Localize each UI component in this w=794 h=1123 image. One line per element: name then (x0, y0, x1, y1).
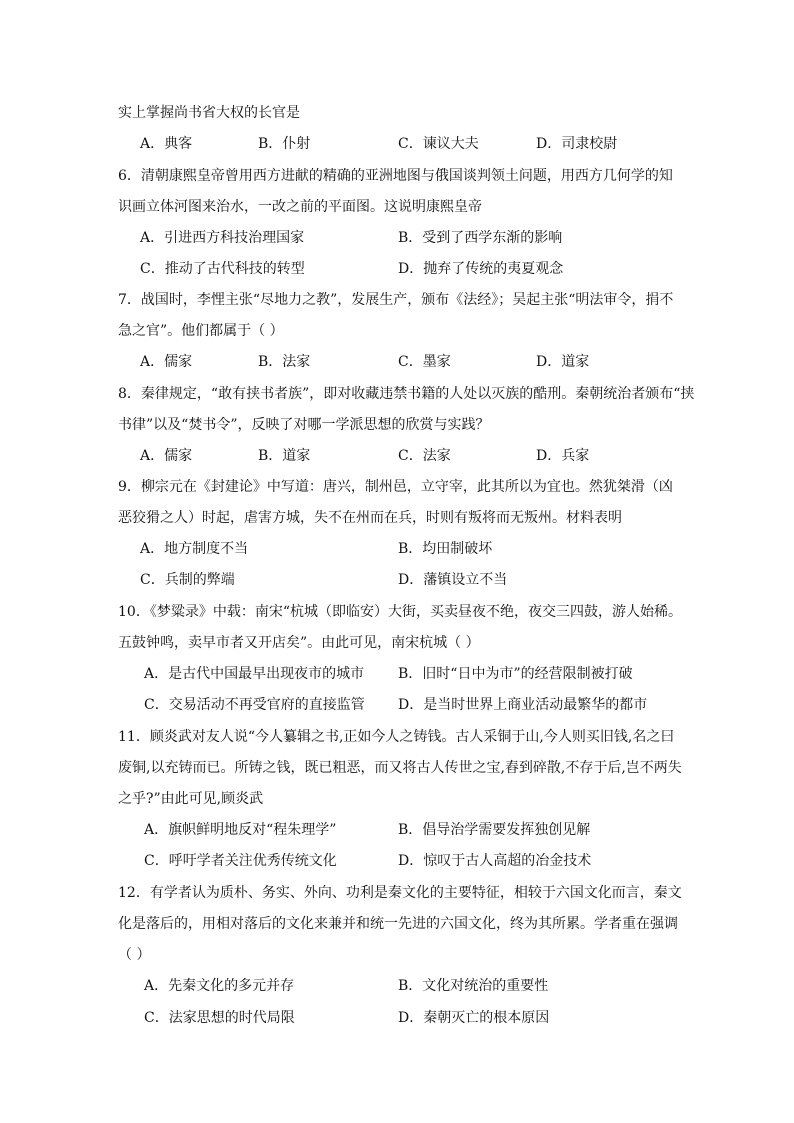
q12-option-a: A．先秦文化的多元并存 (144, 978, 295, 994)
q7-option-c: C．墨家 (398, 354, 451, 370)
q6-option-b: B．受到了西学东渐的影响 (398, 230, 563, 246)
q12-option-b: B．文化对统治的重要性 (398, 978, 549, 994)
q11-option-a: A．旗帜鲜明地反对“程朱理学” (144, 822, 337, 838)
question-6-line-2: 识画立体河图来治水，一改之前的平面图。这说明康熙皇帝 (118, 199, 482, 215)
option-d: D．司隶校尉 (536, 136, 618, 152)
question-7-line-1: 7．战国时，李悝主张“尽地力之教”，发展生产，颁布《法经》；吴起主张“明法审令，捐不 (118, 292, 674, 308)
q7-option-d: D．道家 (536, 354, 590, 370)
question-12-line-3: （ ） (118, 947, 151, 963)
q7-option-b: B．法家 (258, 354, 311, 370)
q11-option-b: B．倡导治学需要发挥独创见解 (398, 822, 591, 838)
q8-option-a: A．儒家 (140, 448, 193, 464)
question-6-line-1: 6．清朝康熙皇帝曾用西方进献的精确的亚洲地图与俄国谈判领土问题，用西方几何学的知 (118, 168, 673, 184)
question-11-line-2: 废铜,以充铸而已。所铸之钱，既已粗恶，而又将古人传世之宝,舂到碎散,不存于后,岂不两失 (118, 760, 682, 776)
question-12-line-2: 化是落后的，用相对落后的文化来兼并和统一先进的六国文化，终为其所累。学者重在强调 (118, 916, 678, 932)
q10-option-c: C．交易活动不再受官府的直接监管 (144, 697, 365, 713)
option-c: C．谏议大夫 (398, 136, 479, 152)
q9-option-b: B．均田制破坏 (398, 541, 493, 557)
q12-option-d: D．秦朝灭亡的根本原因 (398, 1010, 550, 1026)
q8-option-b: B．道家 (258, 448, 311, 464)
q6-option-a: A．引进西方科技治理国家 (140, 230, 305, 246)
q11-option-c: C．呼吁学者关注优秀传统文化 (144, 853, 337, 869)
q6-option-d: D．抛弃了传统的夷夏观念 (398, 261, 564, 277)
option-a: A．典客 (140, 136, 193, 152)
option-b: B．仆射 (258, 136, 311, 152)
question-8-line-2: 书律”以及“焚书令”，反映了对哪一学派思想的欣赏与实践？ (118, 417, 490, 433)
q8-option-c: C．法家 (398, 448, 451, 464)
q11-option-d: D．惊叹于古人高超的冶金技术 (398, 853, 592, 869)
question-7-line-2: 急之官”。他们都属于（ ） (118, 323, 284, 339)
question-8-line-1: 8．秦律规定，“敢有挟书者族”，即对收藏违禁书籍的人处以灭族的酷刑。秦朝统治者颁布“挟 (118, 386, 695, 402)
question-10-line-2: 五鼓钟鸣，卖早市者又开店矣”。由此可见，南宋杭城（ ） (118, 635, 480, 651)
q9-option-c: C．兵制的弊端 (140, 572, 235, 588)
q10-option-b: B．旧时“日中为市”的经营限制被打破 (398, 666, 633, 682)
q10-option-a: A．是古代中国最早出现夜市的城市 (144, 666, 365, 682)
question-9-line-1: 9．柳宗元在《封建论》中写道：唐兴，制州邑，立守宰，此其所以为宜也。然犹桀滑（凶 (118, 479, 673, 495)
q9-option-a: A．地方制度不当 (140, 541, 249, 557)
q8-option-d: D．兵家 (536, 448, 590, 464)
q12-option-c: C．法家思想的时代局限 (144, 1010, 295, 1026)
question-text-line: 实上掌握尚书省大权的长官是 (118, 105, 300, 121)
question-9-line-2: 恶狡猾之人）时起，虐害方城，失不在州而在兵，时则有叛将而无叛州。材料表明 (118, 510, 622, 526)
q10-option-d: D．是当时世界上商业活动最繁华的都市 (398, 697, 648, 713)
q6-option-c: C．推动了古代科技的转型 (140, 261, 305, 277)
question-11-line-1: 11．顾炎武对友人说“今人纂辑之书,正如今人之铸钱。古人采铜于山,今人则买旧钱,名之曰 (118, 729, 675, 745)
question-11-line-3: 之乎?”由此可见,顾炎武 (118, 791, 264, 807)
question-12-line-1: 12．有学者认为质朴、务实、外向、功利是秦文化的主要特征，相较于六国文化而言，秦文 (118, 885, 682, 901)
question-10-line-1: 10．《梦粱录》中载：南宋“杭城（即临安）大街，买卖昼夜不绝，夜交三四鼓，游人始稀。 (118, 604, 682, 620)
q9-option-d: D．藩镇设立不当 (398, 572, 508, 588)
q7-option-a: A．儒家 (140, 354, 193, 370)
